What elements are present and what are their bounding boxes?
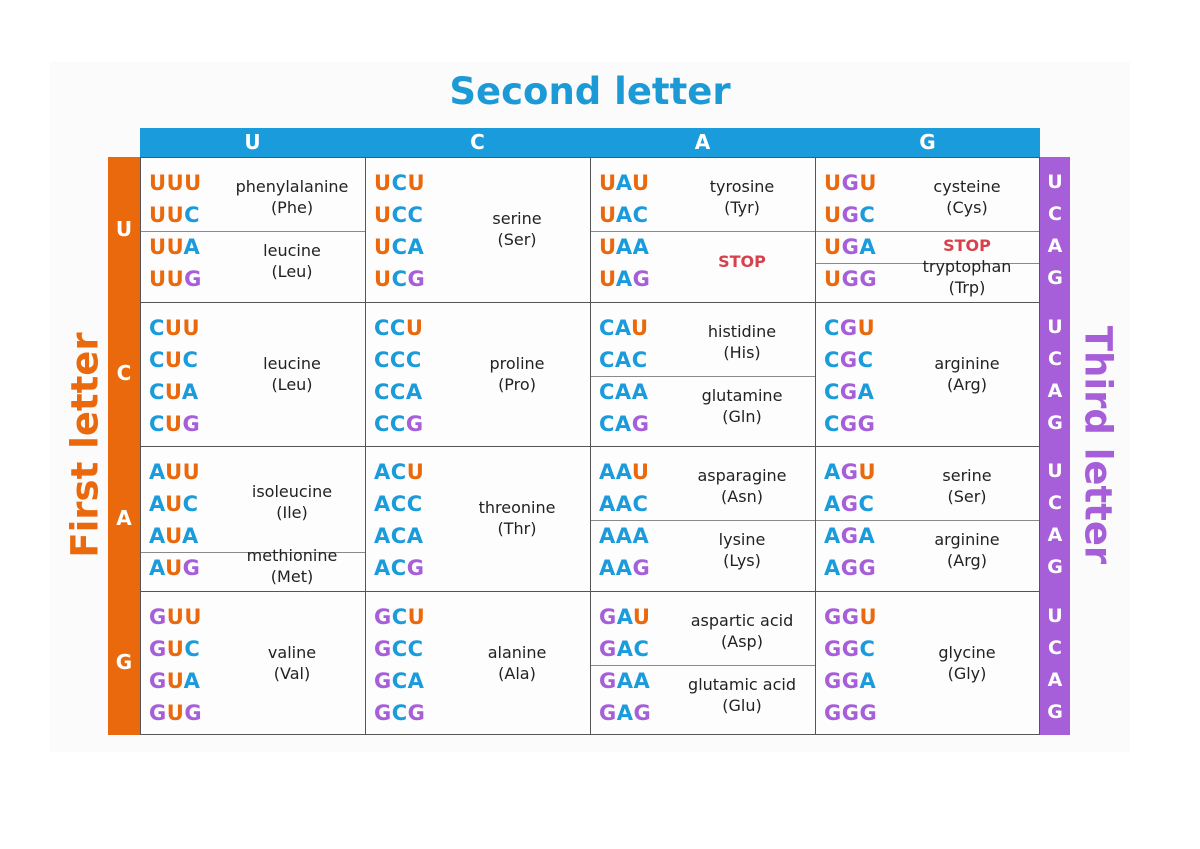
amino-acid-abbr: (Ala) [498,664,536,683]
third-letter-g: G [1047,267,1063,289]
first-letter-a: A [116,506,132,530]
amino-acid-label [227,642,357,684]
codon-block [815,302,1040,447]
stop-codon-label [902,235,1032,256]
amino-acid-abbr: (Val) [273,664,311,683]
codon: AUC [149,492,199,516]
codon: GUA [149,669,201,693]
third-letter-c: C [1048,348,1062,370]
codon: AGA [824,524,876,548]
codon: CCA [374,380,423,404]
third-letter-c: C [1048,203,1062,225]
codon: UCC [374,203,424,227]
amino-acid-name: glycine [938,643,996,662]
amino-acid-name: tryptophan [922,257,1012,276]
second-letter-title: Second letter [449,70,731,113]
group-divider [816,231,1039,232]
amino-acid-abbr: (Gln) [722,407,762,426]
amino-acid-label [677,610,807,652]
amino-acid-label [677,385,807,427]
amino-acid-label [902,256,1032,298]
codon-block [815,157,1040,303]
amino-acid-abbr: (Ser) [947,487,987,506]
codon: AGG [824,556,877,580]
codon: UGA [824,235,877,259]
codon: CAG [599,412,650,436]
amino-acid-label [227,176,357,218]
amino-acid-name: leucine [263,354,321,373]
amino-acid-label [902,176,1032,218]
third-letter-c: C [1048,492,1062,514]
amino-acid-name: tyrosine [709,177,775,196]
codon: AGC [824,492,875,516]
third-letter-u: U [1047,460,1063,482]
amino-acid-label [227,240,357,282]
codon-block [590,302,816,447]
amino-acid-name: isoleucine [251,482,333,501]
codon-block [590,157,816,303]
codon: GGG [824,701,878,725]
amino-acid-label [902,529,1032,571]
amino-acid-name: serine [942,466,992,485]
group-divider [591,231,815,232]
codon-block [590,446,816,592]
amino-acid-name: histidine [707,322,777,341]
amino-acid-label [677,529,807,571]
second-letter-c: C [470,130,485,154]
codon-block [365,302,591,447]
amino-acid-abbr: (Trp) [948,278,986,297]
codon-block [815,446,1040,592]
amino-acid-name: arginine [934,530,1000,549]
amino-acid-name: methionine [246,546,338,565]
third-letter-u: U [1047,605,1063,627]
third-letter-bar [1040,157,1070,735]
amino-acid-label [227,481,357,523]
codon-block [140,446,366,592]
codon: GCU [374,605,426,629]
amino-acid-abbr: (Asn) [721,487,763,506]
codon: AAC [599,492,649,516]
amino-acid-abbr: (Arg) [947,375,987,394]
first-letter-title: First letter [63,332,107,558]
group-divider [141,231,365,232]
third-letter-u: U [1047,171,1063,193]
codon: UGC [824,203,876,227]
amino-acid-name: leucine [263,241,321,260]
codon: CGU [824,316,876,340]
codon: ACA [374,524,424,548]
amino-acid-abbr: (Cys) [946,198,988,217]
second-letter-g: G [919,130,936,154]
codon: ACU [374,460,425,484]
third-letter-a: A [1047,524,1063,546]
amino-acid-name: lysine [718,530,766,549]
codon: GAG [599,701,652,725]
amino-acid-name: alanine [487,643,547,662]
amino-acid-name: STOP [718,252,766,271]
third-letter-a: A [1047,380,1063,402]
amino-acid-label [677,465,807,507]
amino-acid-abbr: (Ser) [497,230,537,249]
amino-acid-name: asparagine [697,466,787,485]
codon: GGU [824,605,878,629]
amino-acid-abbr: (Ile) [276,503,308,522]
amino-acid-name: STOP [943,236,991,255]
codon: CAA [599,380,649,404]
amino-acid-abbr: (Leu) [271,262,313,281]
third-letter-a: A [1047,669,1063,691]
third-letter-g: G [1047,701,1063,723]
codon: CCG [374,412,424,436]
amino-acid-name: threonine [478,498,556,517]
codon: CGA [824,380,875,404]
codon-block [365,446,591,592]
amino-acid-abbr: (Leu) [271,375,313,394]
amino-acid-abbr: (Glu) [722,696,762,715]
amino-acid-label [227,545,357,587]
codon: CUA [149,380,199,404]
codon: GCA [374,669,425,693]
third-letter-g: G [1047,556,1063,578]
codon: CAU [599,316,649,340]
amino-acid-abbr: (Phe) [270,198,314,217]
codon: GCC [374,637,424,661]
codon: UUG [149,267,202,291]
amino-acid-name: valine [267,643,317,662]
codon: AAG [599,556,651,580]
amino-acid-name: phenylalanine [235,177,349,196]
third-letter-title: Third letter [1076,325,1120,565]
codon: GUG [149,701,203,725]
amino-acid-abbr: (Lys) [723,551,761,570]
amino-acid-abbr: (Pro) [498,375,536,394]
codon-block [365,591,591,735]
codon: GCG [374,701,426,725]
codon: CCC [374,348,422,372]
codon: UCG [374,267,426,291]
codon: UGG [824,267,878,291]
first-letter-g: G [115,650,133,674]
codon: AAU [599,460,650,484]
codon: AAA [599,524,650,548]
codon: ACC [374,492,423,516]
third-letter-g: G [1047,412,1063,434]
codon-block [365,157,591,303]
amino-acid-label [227,353,357,395]
amino-acid-abbr: (Gly) [947,664,987,683]
amino-acid-label [452,497,582,539]
amino-acid-abbr: (Met) [270,567,314,586]
third-letter-c: C [1048,637,1062,659]
amino-acid-label [902,465,1032,507]
amino-acid-name: aspartic acid [690,611,794,630]
amino-acid-label [902,642,1032,684]
second-letter-a: A [694,130,711,154]
third-letter-a: A [1047,235,1063,257]
codon: GGC [824,637,876,661]
first-letter-c: C [116,361,132,385]
codon: GAU [599,605,651,629]
codon: UCU [374,171,426,195]
amino-acid-label [452,208,582,250]
codon: CUG [149,412,201,436]
codon: AUG [149,556,201,580]
amino-acid-label [452,353,582,395]
second-letter-header-bar [140,128,1040,157]
codon: UCA [374,235,425,259]
amino-acid-name: arginine [934,354,1000,373]
codon-block [140,302,366,447]
amino-acid-abbr: (Arg) [947,551,987,570]
group-divider [816,520,1039,521]
group-divider [591,665,815,666]
codon: GUU [149,605,202,629]
codon: AGU [824,460,877,484]
codon: CUC [149,348,199,372]
codon: GUC [149,637,201,661]
second-letter-u: U [244,130,261,154]
codon: CCU [374,316,424,340]
codon-table [140,157,1040,735]
codon: UAU [599,171,650,195]
amino-acid-label [677,674,807,716]
group-divider [591,376,815,377]
codon: UAC [599,203,649,227]
amino-acid-name: cysteine [933,177,1001,196]
codon: GAA [599,669,651,693]
codon: UUC [149,203,201,227]
amino-acid-label [902,353,1032,395]
amino-acid-name: serine [492,209,542,228]
first-letter-u: U [115,217,133,241]
codon-block [590,591,816,735]
codon-block [815,591,1040,735]
stop-codon-label [677,251,807,272]
first-letter-bar [108,157,140,735]
amino-acid-abbr: (Thr) [497,519,537,538]
codon: CGG [824,412,876,436]
amino-acid-name: proline [489,354,545,373]
codon: CUU [149,316,201,340]
amino-acid-abbr: (His) [723,343,761,362]
codon: CAC [599,348,648,372]
amino-acid-label [452,642,582,684]
amino-acid-label [677,176,807,218]
codon: GAC [599,637,650,661]
codon: AUU [149,460,201,484]
codon: UGU [824,171,877,195]
codon-block [140,591,366,735]
amino-acid-label [677,321,807,363]
codon: UAA [599,235,650,259]
third-letter-u: U [1047,316,1063,338]
codon: AUA [149,524,199,548]
amino-acid-abbr: (Asp) [721,632,763,651]
codon: UAG [599,267,651,291]
codon: UUA [149,235,201,259]
codon: ACG [374,556,425,580]
amino-acid-abbr: (Tyr) [724,198,760,217]
group-divider [591,520,815,521]
codon-block [140,157,366,303]
codon: CGC [824,348,874,372]
codon: GGA [824,669,877,693]
codon: UUU [149,171,202,195]
amino-acid-name: glutamine [701,386,783,405]
amino-acid-name: glutamic acid [688,675,796,694]
